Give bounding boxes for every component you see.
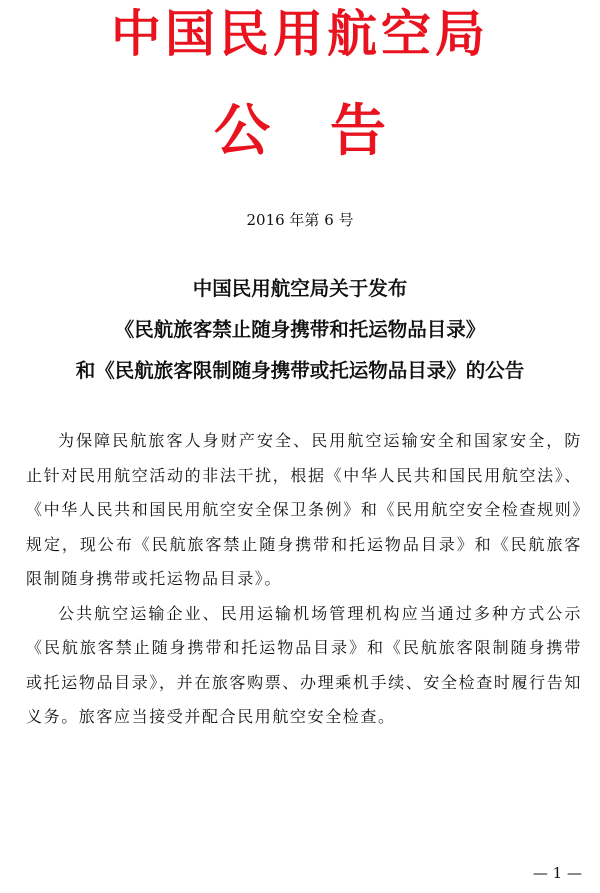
document-body [26,424,582,735]
body-paragraph: 为保障民航旅客人身财产安全、民用航空运输安全和国家安全，防止针对民用航空活动的非法干扰，根据《中华人民共和国民用航空法》、《中华人民共和国民用航空安全保卫条例》和《民用航空安全检查规则》规定，现公布《民航旅客禁止随身携带和托运物品目录》和《民航旅客限制随身携带或托运物品目录》。 [26,431,582,588]
title-line: 和《民航旅客限制随身携带或托运物品目录》的公告 [75,359,525,382]
agency-name: 中国民用航空局 [111,5,489,63]
title-line: 中国民用航空局关于发布 [192,277,408,300]
title-line: 《民航旅客禁止随身携带和托运物品目录》 [114,318,486,341]
document-number: 2016 年第 6 号 [246,211,354,229]
body-paragraph: 公共航空运输企业、民用运输机场管理机构应当通过多种方式公示《民航旅客禁止随身携带和托运物品目录》和《民航旅客限制随身携带或托运物品目录》，并在旅客购票、办理乘机手续、安全检查时履行告知义务。旅客应当接受并配合民用航空安全检查。 [26,603,582,726]
document-title [0,268,600,391]
document-type: 公告 [214,99,446,164]
page-number: — 1 — [532,864,582,882]
